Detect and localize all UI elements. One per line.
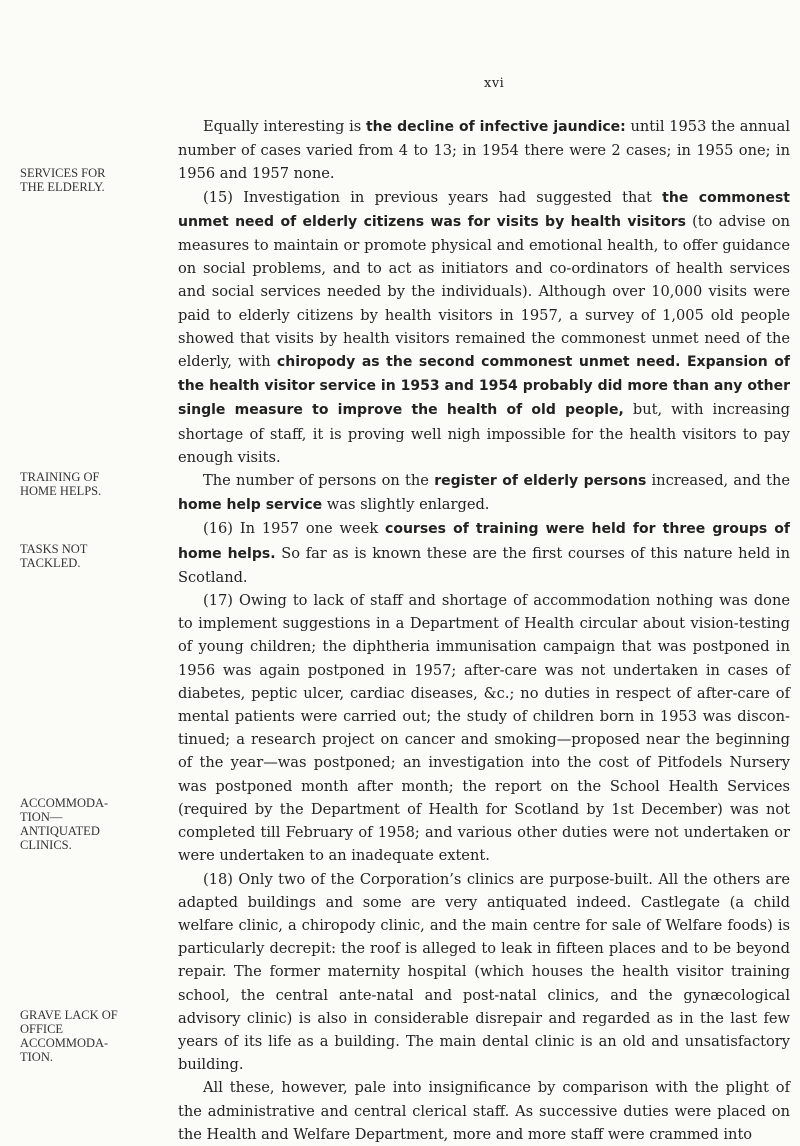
emphasis: chiropody as the second commonest unmet need. Expansion of the health visitor service in 1953 and 1954 probably did more than any other single measure to improve the health of old people, — [178, 354, 790, 419]
sidenote-tasks-not-tackled: TASKS NOT TACKLED. — [20, 542, 88, 570]
paragraph-15: (15) Investigation in previous years had suggested that the commonest unmet need of elderly citizens was for visits by health visitors (to advise on measures to maintain or promote physical and emotional health, to offer guidance on social problems, and to act as initiators and co-ordinators of health services and social services needed by the individuals). Although over 10,000 visits were paid to elderly citizens by health visitors in 1957, a survey of 1,005 old people showed that visits by health visitors remained the commonest unmet need of the elderly, with chiropody as the second commonest unmet need. Expansion of the health visitor service in 1953 and 1954 probably did more than any other single measure to improve the health of old people, but, with increasing shortage of staff, it is proving well nigh impossible for the health visitors to pay enough visits. — [178, 188, 790, 466]
sidenote-services-elderly: SERVICES FOR THE ELDERLY. — [20, 166, 106, 194]
page-number: xvi — [484, 76, 505, 91]
paragraph-16: (16) In 1957 one week courses of training were held for three groups of home helps. So far as is known these are the first courses of this nature held in Scotland. — [178, 520, 790, 586]
paragraph-staff: All these, however, pale into insignificance by comparison with the plight of the administrative and central clerical staff. As successive duties were placed on the Health and Welfare Department, more and more staff were crammed into — [178, 1079, 790, 1143]
sidenote-training-home-helps: TRAINING OF HOME HELPS. — [20, 470, 102, 498]
paragraph-jaundice: Equally interesting is the decline of infective jaundice: until 1953 the annual number of cases varied from 4 to 13; in 1954 there were 2 cases; in 1955 one; in 1956 and 1957 none. — [178, 118, 791, 183]
emphasis: the commonest unmet need of elderly citizens was for visits by health visitors — [178, 189, 790, 230]
sidenote-office-accommodation: GRAVE LACK OF OFFICE ACCOMMODA-TION. — [20, 1008, 118, 1064]
paragraph-17: (17) Owing to lack of staff and shortage of accommodation nothing was done to implement suggestions in a Department of Health circular about vision-testing of young children; the diphtheria immunisation campaign that was postponed in 1956 was again postponed in 1957; after-care was not undertaken in cases of diabetes, peptic ulcer, cardiac diseases, &c.; no duties in respect of after-care of mental patients were carried out; the study of children born in 1953 was discon-tinued; a research project on cancer and smoking—proposed near the beginning of the year—was postponed; an investigation into the cost of Pitfodels Nursery was postponed month after month; the report on the School Health Services (required by the Department of Health for Scotland by 1st December) was not completed till February of 1958; and various other duties were not undertaken or were undertaken to an inadequate extent. — [178, 592, 790, 865]
paragraph-18: (18) Only two of the Corporation’s clinics are purpose-built. All the others are adapted buildings and some are very antiquated indeed. Castlegate (a child welfare clinic, a chiropody clinic, and the main centre for sale of Welfare foods) is particularly decrepit: the roof is alleged to leak in fifteen places and to be beyond repair. The former maternity hospital (which houses the health visitor training school, the central ante-natal and post-natal clinics, and the gynæcological advisory clinic) is also in considerable disrepair and regarded as in the last few years of its life as a building. The main dental clinic is an old and unsatisfactory building. — [178, 870, 790, 1074]
emphasis: home help service — [178, 497, 323, 514]
sidenote-antiquated-clinics: ACCOMMODA-TION—ANTIQUATED CLINICS. — [20, 796, 109, 852]
paragraph-register: The number of persons on the register of elderly persons increased, and the home help service was slightly enlarged. — [178, 472, 790, 514]
emphasis: register of elderly persons — [434, 473, 647, 490]
emphasis: the decline of infective jaundice: — [365, 119, 626, 135]
emphasis: courses of training were held for three groups of home helps. — [178, 521, 790, 562]
body-text — [178, 115, 790, 1146]
